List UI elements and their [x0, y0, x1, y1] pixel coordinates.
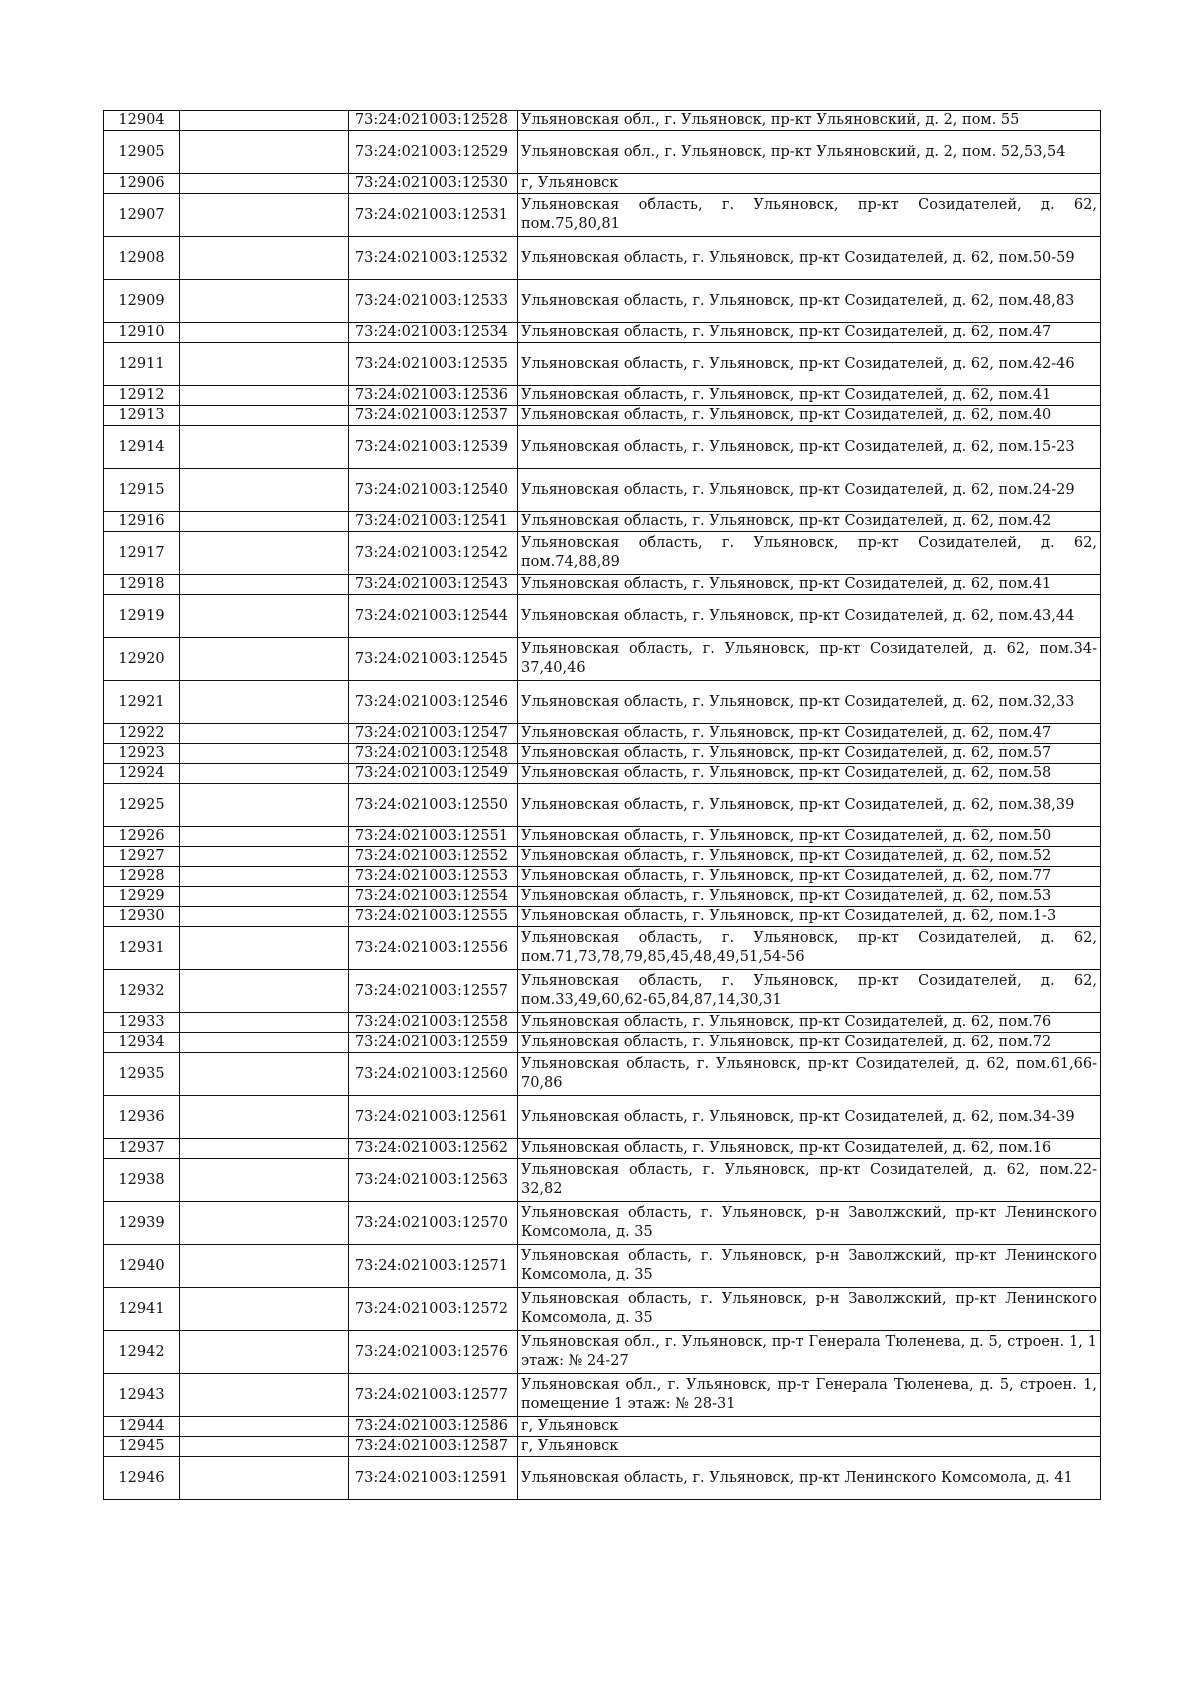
cadastral-number: 73:24:021003:12572	[349, 1288, 518, 1331]
row-number: 12909	[104, 280, 180, 323]
table-row	[104, 744, 1101, 764]
row-number: 12941	[104, 1288, 180, 1331]
row-number: 12912	[104, 386, 180, 406]
empty-cell	[180, 827, 349, 847]
address: Ульяновская область, г. Ульяновск, пр-кт Созидателей, д. 62, пом.33,49,60,62-65,84,87,14,30,31	[518, 970, 1101, 1013]
row-number: 12928	[104, 867, 180, 887]
row-number: 12946	[104, 1457, 180, 1500]
cadastral-number: 73:24:021003:12543	[349, 575, 518, 595]
empty-cell	[180, 1288, 349, 1331]
row-number: 12911	[104, 343, 180, 386]
address: Ульяновская область, г. Ульяновск, пр-кт Ленинского Комсомола, д. 41	[518, 1457, 1101, 1500]
address: Ульяновская область, г. Ульяновск, пр-кт Созидателей, д. 62, пом.77	[518, 867, 1101, 887]
cadastral-number: 73:24:021003:12586	[349, 1417, 518, 1437]
empty-cell	[180, 1202, 349, 1245]
cadastral-number: 73:24:021003:12546	[349, 681, 518, 724]
cadastral-number: 73:24:021003:12533	[349, 280, 518, 323]
cadastral-number: 73:24:021003:12551	[349, 827, 518, 847]
empty-cell	[180, 887, 349, 907]
row-number: 12920	[104, 638, 180, 681]
empty-cell	[180, 512, 349, 532]
table-row	[104, 970, 1101, 1013]
table-row	[104, 1139, 1101, 1159]
empty-cell	[180, 343, 349, 386]
address: Ульяновская область, г. Ульяновск, пр-кт Созидателей, д. 62, пом.50-59	[518, 237, 1101, 280]
empty-cell	[180, 1245, 349, 1288]
cadastral-number: 73:24:021003:12536	[349, 386, 518, 406]
cadastral-number: 73:24:021003:12562	[349, 1139, 518, 1159]
cadastral-number: 73:24:021003:12576	[349, 1331, 518, 1374]
table-row	[104, 1437, 1101, 1457]
table-row	[104, 1159, 1101, 1202]
cadastral-number: 73:24:021003:12591	[349, 1457, 518, 1500]
cadastral-number: 73:24:021003:12550	[349, 784, 518, 827]
row-number: 12919	[104, 595, 180, 638]
row-number: 12934	[104, 1033, 180, 1053]
row-number: 12936	[104, 1096, 180, 1139]
empty-cell	[180, 1374, 349, 1417]
row-number: 12927	[104, 847, 180, 867]
empty-cell	[180, 1159, 349, 1202]
empty-cell	[180, 744, 349, 764]
empty-cell	[180, 1139, 349, 1159]
address: Ульяновская область, г. Ульяновск, пр-кт Созидателей, д. 62, пом.1-3	[518, 907, 1101, 927]
row-number: 12930	[104, 907, 180, 927]
cadastral-number: 73:24:021003:12544	[349, 595, 518, 638]
cadastral-number: 73:24:021003:12530	[349, 174, 518, 194]
row-number: 12937	[104, 1139, 180, 1159]
empty-cell	[180, 386, 349, 406]
table-row	[104, 927, 1101, 970]
empty-cell	[180, 1417, 349, 1437]
address: Ульяновская область, г. Ульяновск, пр-кт Созидателей, д. 62, пом.53	[518, 887, 1101, 907]
address: Ульяновская область, г. Ульяновск, пр-кт Созидателей, д. 62, пом.75,80,81	[518, 194, 1101, 237]
table-row	[104, 1033, 1101, 1053]
row-number: 12918	[104, 575, 180, 595]
empty-cell	[180, 1053, 349, 1096]
address: Ульяновская область, г. Ульяновск, пр-кт Созидателей, д. 62, пом.24-29	[518, 469, 1101, 512]
empty-cell	[180, 1096, 349, 1139]
row-number: 12906	[104, 174, 180, 194]
table-row	[104, 1331, 1101, 1374]
cadastral-number: 73:24:021003:12587	[349, 1437, 518, 1457]
table-row	[104, 426, 1101, 469]
empty-cell	[180, 724, 349, 744]
address: Ульяновская область, г. Ульяновск, р-н Заволжский, пр-кт Ленинского Комсомола, д. 35	[518, 1202, 1101, 1245]
table-row	[104, 469, 1101, 512]
cadastral-number: 73:24:021003:12561	[349, 1096, 518, 1139]
cadastral-number: 73:24:021003:12537	[349, 406, 518, 426]
cadastral-number: 73:24:021003:12556	[349, 927, 518, 970]
empty-cell	[180, 764, 349, 784]
address: Ульяновская область, г. Ульяновск, пр-кт Созидателей, д. 62, пом.58	[518, 764, 1101, 784]
empty-cell	[180, 638, 349, 681]
row-number: 12933	[104, 1013, 180, 1033]
address: Ульяновская область, г. Ульяновск, пр-кт Созидателей, д. 62, пом.34-39	[518, 1096, 1101, 1139]
address: Ульяновская область, г. Ульяновск, пр-кт Созидателей, д. 62, пом.42-46	[518, 343, 1101, 386]
table-row	[104, 280, 1101, 323]
row-number: 12904	[104, 111, 180, 131]
row-number: 12910	[104, 323, 180, 343]
row-number: 12917	[104, 532, 180, 575]
row-number: 12924	[104, 764, 180, 784]
address: Ульяновская область, г. Ульяновск, пр-кт Созидателей, д. 62, пом.41	[518, 575, 1101, 595]
cadastral-number: 73:24:021003:12540	[349, 469, 518, 512]
address: Ульяновская область, г. Ульяновск, пр-кт Созидателей, д. 62, пом.34-37,40,46	[518, 638, 1101, 681]
row-number: 12932	[104, 970, 180, 1013]
table-row	[104, 887, 1101, 907]
address: Ульяновская область, г. Ульяновск, пр-кт Созидателей, д. 62, пом.50	[518, 827, 1101, 847]
empty-cell	[180, 426, 349, 469]
row-number: 12926	[104, 827, 180, 847]
table-row	[104, 681, 1101, 724]
cadastral-number: 73:24:021003:12570	[349, 1202, 518, 1245]
empty-cell	[180, 323, 349, 343]
empty-cell	[180, 131, 349, 174]
cadastral-number: 73:24:021003:12577	[349, 1374, 518, 1417]
empty-cell	[180, 1437, 349, 1457]
cadastral-number: 73:24:021003:12552	[349, 847, 518, 867]
cadastral-number: 73:24:021003:12539	[349, 426, 518, 469]
table-row	[104, 131, 1101, 174]
cadastral-number: 73:24:021003:12549	[349, 764, 518, 784]
row-number: 12939	[104, 1202, 180, 1245]
address: Ульяновская область, г. Ульяновск, пр-кт Созидателей, д. 62, пом.52	[518, 847, 1101, 867]
empty-cell	[180, 1033, 349, 1053]
empty-cell	[180, 406, 349, 426]
row-number: 12908	[104, 237, 180, 280]
address: Ульяновская область, г. Ульяновск, пр-кт Созидателей, д. 62, пом.48,83	[518, 280, 1101, 323]
address: Ульяновская область, г. Ульяновск, пр-кт Созидателей, д. 62, пом.16	[518, 1139, 1101, 1159]
row-number: 12944	[104, 1417, 180, 1437]
address: Ульяновская область, г. Ульяновск, пр-кт Созидателей, д. 62, пом.47	[518, 724, 1101, 744]
empty-cell	[180, 111, 349, 131]
cadastral-number: 73:24:021003:12532	[349, 237, 518, 280]
empty-cell	[180, 532, 349, 575]
cadastral-number: 73:24:021003:12558	[349, 1013, 518, 1033]
table-row	[104, 111, 1101, 131]
table-row	[104, 323, 1101, 343]
row-number: 12935	[104, 1053, 180, 1096]
cadastral-number: 73:24:021003:12563	[349, 1159, 518, 1202]
address: Ульяновская область, г. Ульяновск, р-н Заволжский, пр-кт Ленинского Комсомола, д. 35	[518, 1288, 1101, 1331]
cadastral-number: 73:24:021003:12535	[349, 343, 518, 386]
empty-cell	[180, 867, 349, 887]
row-number: 12940	[104, 1245, 180, 1288]
table-row	[104, 907, 1101, 927]
table-row	[104, 343, 1101, 386]
address: г, Ульяновск	[518, 1417, 1101, 1437]
cadastral-number: 73:24:021003:12557	[349, 970, 518, 1013]
table-row	[104, 1374, 1101, 1417]
empty-cell	[180, 1457, 349, 1500]
table-row	[104, 1202, 1101, 1245]
empty-cell	[180, 595, 349, 638]
row-number: 12916	[104, 512, 180, 532]
address: Ульяновская область, г. Ульяновск, пр-кт Созидателей, д. 62, пом.61,66-70,86	[518, 1053, 1101, 1096]
cadastral-number: 73:24:021003:12541	[349, 512, 518, 532]
cadastral-table	[103, 110, 1101, 1500]
table-row	[104, 1053, 1101, 1096]
address: Ульяновская обл., г. Ульяновск, пр-т Генерала Тюленева, д. 5, строен. 1, помещение 1 этаж: № 28-31	[518, 1374, 1101, 1417]
cadastral-number: 73:24:021003:12528	[349, 111, 518, 131]
row-number: 12938	[104, 1159, 180, 1202]
address: Ульяновская область, г. Ульяновск, пр-кт Созидателей, д. 62, пом.15-23	[518, 426, 1101, 469]
table-row	[104, 1013, 1101, 1033]
address: Ульяновская область, г. Ульяновск, р-н Заволжский, пр-кт Ленинского Комсомола, д. 35	[518, 1245, 1101, 1288]
address: Ульяновская область, г. Ульяновск, пр-кт Созидателей, д. 62, пом.74,88,89	[518, 532, 1101, 575]
table-row	[104, 237, 1101, 280]
row-number: 12907	[104, 194, 180, 237]
row-number: 12931	[104, 927, 180, 970]
empty-cell	[180, 174, 349, 194]
table-row	[104, 784, 1101, 827]
table-row	[104, 764, 1101, 784]
cadastral-number: 73:24:021003:12548	[349, 744, 518, 764]
row-number: 12913	[104, 406, 180, 426]
table-row	[104, 194, 1101, 237]
cadastral-number: 73:24:021003:12534	[349, 323, 518, 343]
address: Ульяновская обл., г. Ульяновск, пр-кт Ульяновский, д. 2, пом. 55	[518, 111, 1101, 131]
address: Ульяновская область, г. Ульяновск, пр-кт Созидателей, д. 62, пом.76	[518, 1013, 1101, 1033]
empty-cell	[180, 784, 349, 827]
table-row	[104, 1096, 1101, 1139]
empty-cell	[180, 927, 349, 970]
cadastral-number: 73:24:021003:12553	[349, 867, 518, 887]
table-row	[104, 512, 1101, 532]
address: г, Ульяновск	[518, 1437, 1101, 1457]
address: Ульяновская область, г. Ульяновск, пр-кт Созидателей, д. 62, пом.32,33	[518, 681, 1101, 724]
empty-cell	[180, 194, 349, 237]
address: г, Ульяновск	[518, 174, 1101, 194]
address: Ульяновская область, г. Ульяновск, пр-кт Созидателей, д. 62, пом.47	[518, 323, 1101, 343]
address: Ульяновская область, г. Ульяновск, пр-кт Созидателей, д. 62, пом.40	[518, 406, 1101, 426]
empty-cell	[180, 970, 349, 1013]
row-number: 12929	[104, 887, 180, 907]
cadastral-number: 73:24:021003:12542	[349, 532, 518, 575]
table-row	[104, 827, 1101, 847]
table-row	[104, 595, 1101, 638]
row-number: 12943	[104, 1374, 180, 1417]
table-row	[104, 532, 1101, 575]
address: Ульяновская обл., г. Ульяновск, пр-т Генерала Тюленева, д. 5, строен. 1, 1 этаж: № 24-27	[518, 1331, 1101, 1374]
table-body	[104, 111, 1101, 1500]
cadastral-number: 73:24:021003:12547	[349, 724, 518, 744]
address: Ульяновская область, г. Ульяновск, пр-кт Созидателей, д. 62, пом.57	[518, 744, 1101, 764]
row-number: 12915	[104, 469, 180, 512]
row-number: 12925	[104, 784, 180, 827]
table-row	[104, 638, 1101, 681]
empty-cell	[180, 1013, 349, 1033]
address: Ульяновская обл., г. Ульяновск, пр-кт Ульяновский, д. 2, пом. 52,53,54	[518, 131, 1101, 174]
cadastral-number: 73:24:021003:12531	[349, 194, 518, 237]
empty-cell	[180, 681, 349, 724]
table-row	[104, 867, 1101, 887]
cadastral-number: 73:24:021003:12554	[349, 887, 518, 907]
table-row	[104, 406, 1101, 426]
cadastral-number: 73:24:021003:12529	[349, 131, 518, 174]
empty-cell	[180, 847, 349, 867]
row-number: 12945	[104, 1437, 180, 1457]
table-row	[104, 1288, 1101, 1331]
address: Ульяновская область, г. Ульяновск, пр-кт Созидателей, д. 62, пом.41	[518, 386, 1101, 406]
address: Ульяновская область, г. Ульяновск, пр-кт Созидателей, д. 62, пом.71,73,78,79,85,45,48,49,51,54-56	[518, 927, 1101, 970]
row-number: 12921	[104, 681, 180, 724]
empty-cell	[180, 237, 349, 280]
empty-cell	[180, 469, 349, 512]
table-row	[104, 724, 1101, 744]
empty-cell	[180, 575, 349, 595]
cadastral-number: 73:24:021003:12555	[349, 907, 518, 927]
table-row	[104, 1417, 1101, 1437]
address: Ульяновская область, г. Ульяновск, пр-кт Созидателей, д. 62, пом.42	[518, 512, 1101, 532]
row-number: 12922	[104, 724, 180, 744]
cadastral-number: 73:24:021003:12560	[349, 1053, 518, 1096]
address: Ульяновская область, г. Ульяновск, пр-кт Созидателей, д. 62, пом.72	[518, 1033, 1101, 1053]
empty-cell	[180, 907, 349, 927]
cadastral-number: 73:24:021003:12545	[349, 638, 518, 681]
cadastral-number: 73:24:021003:12559	[349, 1033, 518, 1053]
table-row	[104, 174, 1101, 194]
row-number: 12923	[104, 744, 180, 764]
table-row	[104, 575, 1101, 595]
row-number: 12905	[104, 131, 180, 174]
cadastral-number: 73:24:021003:12571	[349, 1245, 518, 1288]
empty-cell	[180, 280, 349, 323]
row-number: 12942	[104, 1331, 180, 1374]
row-number: 12914	[104, 426, 180, 469]
table-row	[104, 1245, 1101, 1288]
empty-cell	[180, 1331, 349, 1374]
table-row	[104, 847, 1101, 867]
table-row	[104, 386, 1101, 406]
address: Ульяновская область, г. Ульяновск, пр-кт Созидателей, д. 62, пом.43,44	[518, 595, 1101, 638]
address: Ульяновская область, г. Ульяновск, пр-кт Созидателей, д. 62, пом.38,39	[518, 784, 1101, 827]
address: Ульяновская область, г. Ульяновск, пр-кт Созидателей, д. 62, пом.22-32,82	[518, 1159, 1101, 1202]
table-row	[104, 1457, 1101, 1500]
